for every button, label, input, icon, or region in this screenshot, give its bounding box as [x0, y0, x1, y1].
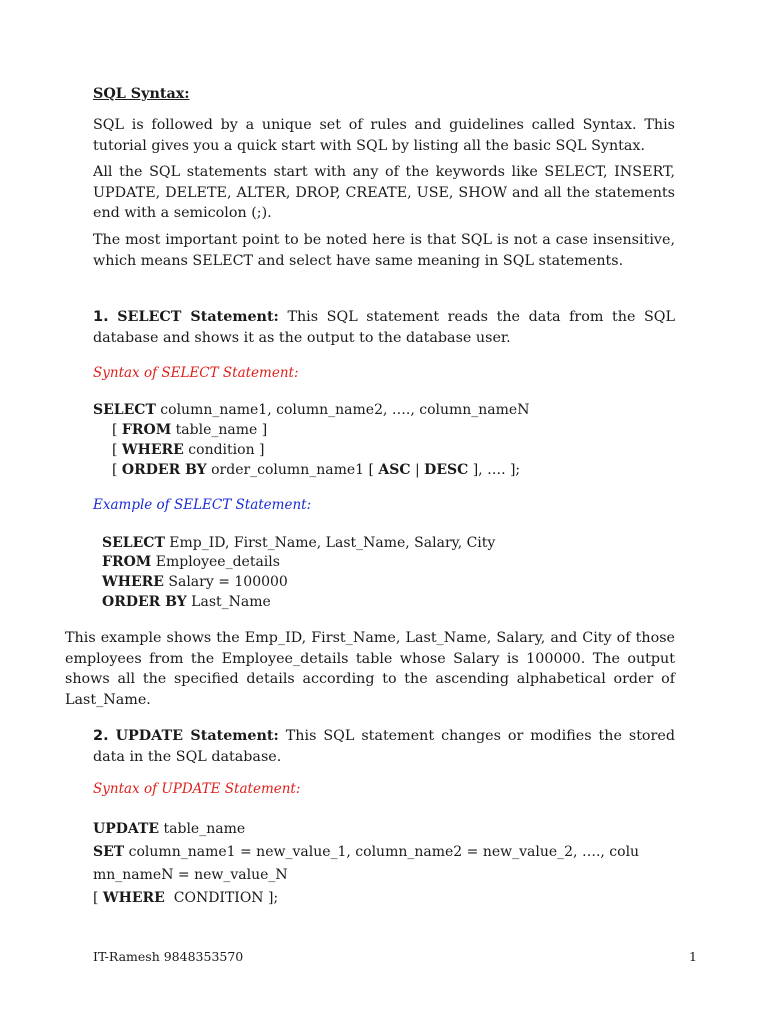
select-syntax-label: Syntax of SELECT Statement: — [93, 365, 299, 381]
code-text: column_name1 = new_value_1, column_name2 = new_value_2, …., colu — [124, 844, 640, 860]
update-syntax-line-2 — [93, 842, 639, 862]
keyword: WHERE — [121, 442, 184, 458]
keyword: DESC — [424, 462, 469, 478]
footer-author: IT-Ramesh 9848353570 — [93, 949, 244, 964]
update-syntax-label: Syntax of UPDATE Statement: — [93, 781, 301, 797]
keyword: ORDER BY — [121, 462, 207, 478]
update-statement-paragraph — [93, 726, 675, 767]
select-syntax-line-3 — [112, 440, 265, 460]
code-text: [ — [93, 890, 103, 906]
keyword: ASC — [378, 462, 411, 478]
select-section-title: SELECT Statement: — [117, 309, 279, 325]
update-syntax-line-1 — [93, 819, 245, 839]
code-text: Emp_ID, First_Name, Last_Name, Salary, City — [164, 535, 496, 551]
code-text: table_name — [159, 821, 246, 837]
select-example-line-3 — [102, 572, 288, 592]
keyword: SELECT — [102, 535, 165, 551]
select-syntax-line-2 — [112, 420, 267, 440]
update-syntax-line-3: mn_nameN = new_value_N — [93, 867, 288, 883]
update-section-number: 2. — [93, 728, 109, 744]
code-text: CONDITION ]; — [164, 890, 279, 906]
footer-page-number: 1 — [689, 949, 697, 964]
code-text: Salary = 100000 — [163, 574, 288, 590]
code-text: Last_Name — [186, 594, 271, 610]
update-syntax-line-4 — [93, 888, 278, 908]
intro-paragraph-3: The most important point to be noted here is that SQL is not a case insensitive, which means SELECT and select have same meaning in SQL statements. — [93, 232, 675, 269]
select-syntax-line-1 — [93, 400, 529, 420]
code-text: ], …. ]; — [468, 462, 521, 478]
code-text: [ — [112, 462, 122, 478]
select-statement-paragraph — [93, 307, 675, 348]
select-example-label: Example of SELECT Statement: — [93, 497, 312, 513]
keyword: UPDATE — [93, 821, 160, 837]
code-text: [ — [112, 422, 122, 438]
section-heading: SQL Syntax: — [93, 86, 190, 102]
keyword: SET — [93, 844, 125, 860]
keyword: SELECT — [93, 402, 156, 418]
code-text: condition ] — [183, 442, 265, 458]
select-example-line-1 — [102, 533, 495, 553]
keyword: WHERE — [102, 890, 165, 906]
code-text: order_column_name1 [ — [206, 462, 379, 478]
intro-paragraph-1: SQL is followed by a unique set of rules and guidelines called Syntax. This tutorial gives you a quick start with SQL by listing all the basic SQL Syntax. — [93, 117, 675, 154]
code-text: Employee_details — [151, 554, 280, 570]
code-text: table_name ] — [171, 422, 268, 438]
code-text: | — [410, 462, 425, 478]
keyword: FROM — [102, 554, 152, 570]
select-section-number: 1. — [93, 309, 109, 325]
code-text: column_name1, column_name2, …., column_nameN — [155, 402, 530, 418]
select-example-line-2 — [102, 552, 280, 572]
keyword: FROM — [121, 422, 172, 438]
select-example-line-4 — [102, 592, 271, 612]
select-section-description: This SQL statement reads the data from the SQL database and shows it as the output to the database user. — [93, 309, 676, 346]
select-example-explanation: This example shows the Emp_ID, First_Name, Last_Name, Salary, and City of those employees from the Employee_details table whose Salary is 100000. The output shows all the specified details according to the ascending alphabetical order of Last_Name. — [65, 630, 675, 708]
select-syntax-line-4 — [112, 460, 520, 480]
update-section-description: This SQL statement changes or modifies the stored data in the SQL database. — [93, 728, 675, 765]
keyword: WHERE — [102, 574, 164, 590]
keyword: ORDER BY — [102, 594, 187, 610]
code-text: [ — [112, 442, 122, 458]
intro-paragraph-2: All the SQL statements start with any of the keywords like SELECT, INSERT, UPDATE, DELETE, ALTER, DROP, CREATE, USE, SHOW and all the statements end with a semicolon (;). — [93, 164, 675, 221]
update-section-title: UPDATE Statement: — [115, 728, 279, 744]
